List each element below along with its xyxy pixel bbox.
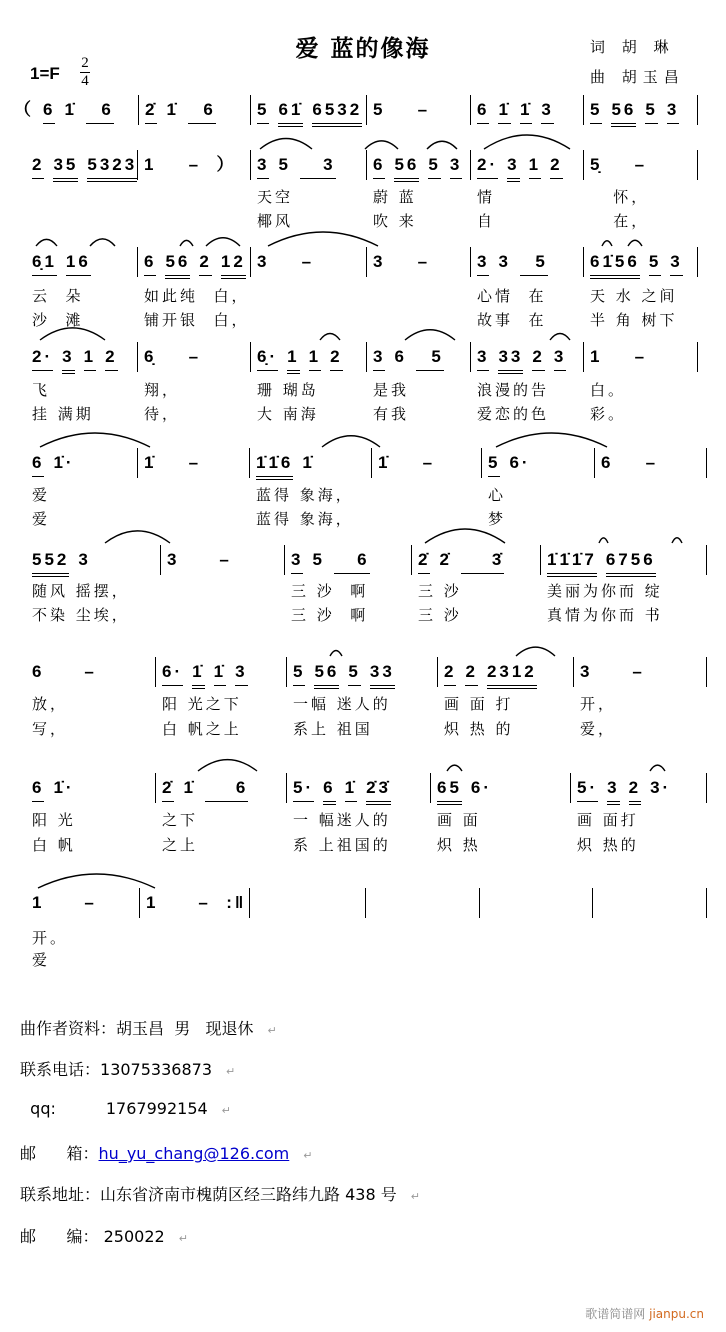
- paragraph-mark: ↵: [221, 1104, 231, 1117]
- note-group: 6̣1: [32, 251, 57, 276]
- lyric-text: 梦: [488, 510, 507, 528]
- note-group: 2̇: [418, 549, 430, 574]
- slur: [198, 760, 257, 771]
- open-paren: （: [14, 100, 34, 119]
- composer-credit: 曲 胡玉昌: [590, 68, 685, 86]
- note-group: 5: [520, 251, 548, 276]
- note-group: 56: [611, 99, 636, 127]
- note-group: 2: [465, 661, 477, 686]
- lyric-text: 挂 满期: [32, 405, 94, 423]
- note-group: 5: [348, 661, 360, 686]
- lyric-text: 三 沙 啊: [291, 582, 369, 600]
- note-group: –: [399, 453, 436, 472]
- note-group: 1: [146, 893, 159, 912]
- lyric-text: 炽 热: [437, 836, 481, 854]
- note-group: 2·: [32, 346, 53, 371]
- lyric-text: 三 沙: [418, 582, 462, 600]
- lyric-text: 阳 光之下: [162, 695, 242, 713]
- note-group: –: [165, 453, 202, 472]
- time-top: 2: [81, 55, 89, 71]
- slur: [650, 765, 665, 771]
- note-group: 2: [199, 251, 211, 276]
- note-group: 5: [373, 100, 386, 119]
- info-phone-label: 联系电话：: [20, 1060, 101, 1079]
- slur: [365, 141, 398, 149]
- slur: [672, 538, 682, 543]
- key-signature: 1=F: [30, 64, 60, 83]
- note-group: 1̇·: [53, 778, 75, 797]
- note-group: 5: [278, 155, 291, 174]
- watermark-cn: 歌谱简谱网: [585, 1307, 646, 1321]
- lyric-text: 云 朵: [32, 287, 84, 305]
- paragraph-mark: ↵: [303, 1149, 313, 1162]
- slur: [40, 433, 150, 447]
- note-group: 5323: [87, 154, 137, 182]
- lyric-text: 开，: [580, 695, 617, 713]
- slur: [36, 239, 57, 246]
- lyric-text: 爱恋的色: [477, 405, 550, 423]
- lyric-text: 一幅 迷人的: [293, 695, 391, 713]
- slur: [628, 240, 642, 246]
- note-group: 3: [235, 661, 247, 686]
- lyric-text: 铺开银 白，: [144, 311, 250, 329]
- note-group: 1: [32, 893, 45, 912]
- lyric-text: 真情为你而 书: [547, 606, 663, 624]
- slur: [105, 531, 170, 543]
- slur: [602, 241, 612, 246]
- note-group: 2̇3̇: [366, 777, 391, 805]
- note-group: 2: [32, 154, 44, 179]
- note-group: 6: [188, 99, 216, 124]
- slur: [550, 334, 570, 341]
- lyric-text: 心: [488, 486, 507, 504]
- note-group: 3: [554, 346, 566, 371]
- note-group: 5: [293, 661, 305, 686]
- info-phone-value: 13075336873: [100, 1060, 212, 1079]
- note-group: 3: [507, 154, 519, 182]
- note-group: 6: [32, 777, 44, 802]
- slur: [206, 238, 240, 246]
- paragraph-mark: ↵: [267, 1024, 277, 1037]
- lyric-text: 写，: [32, 720, 69, 738]
- slur: [90, 239, 115, 246]
- lyric-text: 蓝得 象海，: [256, 486, 354, 504]
- note-group: 6·: [509, 453, 531, 472]
- info-address-label: 联系地址：: [20, 1185, 101, 1204]
- lyric-text: 画 面: [437, 811, 481, 829]
- note-group: –: [601, 662, 645, 681]
- lyric-text: 吹 来: [373, 212, 417, 230]
- slur: [484, 135, 570, 149]
- lyric-text: 自: [477, 212, 496, 230]
- note-group: 1: [590, 347, 603, 366]
- note-group: 3: [257, 154, 269, 179]
- info-address: [20, 1182, 420, 1205]
- note-group: 1̇·: [53, 453, 75, 472]
- note-group: 65: [437, 777, 462, 805]
- note-group: 3·: [650, 778, 672, 797]
- note-group: 2: [330, 346, 342, 371]
- lyric-text: 有我: [373, 405, 410, 423]
- slur: [38, 874, 155, 888]
- note-group: 5: [645, 99, 657, 124]
- note-group: 6: [477, 99, 489, 124]
- note-group: 6: [373, 154, 385, 179]
- note-group: 6: [394, 347, 407, 366]
- note-group: 56: [314, 661, 339, 689]
- time-bottom: 4: [81, 73, 89, 89]
- note-group: 3: [78, 550, 91, 569]
- lyric-text: 一 幅迷人的: [293, 811, 391, 829]
- paragraph-mark: ↵: [226, 1065, 236, 1078]
- slur: [180, 240, 193, 246]
- lyric-text: 心情 在: [477, 287, 547, 305]
- note-group: 6532: [312, 99, 362, 127]
- note-group: 1̇: [192, 661, 204, 689]
- lyric-text: 画 面 打: [444, 695, 514, 713]
- note-group: –: [278, 252, 315, 271]
- info-composer-value: 胡玉昌 男 现退休: [116, 1019, 254, 1038]
- info-postcode-label: 邮 编：: [20, 1227, 99, 1246]
- info-qq-label: qq:: [20, 1099, 56, 1118]
- lyric-text: 阳 光: [32, 811, 76, 829]
- note-group: 1̇1̇6: [256, 452, 293, 480]
- lyric-text: 蓝得 象海，: [256, 510, 354, 528]
- note-group: 3: [62, 346, 74, 374]
- email-link[interactable]: hu_yu_chang@126.com: [98, 1144, 290, 1163]
- lyric-text: 三 沙: [418, 606, 462, 624]
- note-group: 552: [32, 549, 69, 577]
- lyric-text: 白 帆: [32, 836, 76, 854]
- info-postcode: [20, 1224, 188, 1247]
- slur: [268, 232, 378, 246]
- note-group: 1̇: [183, 778, 196, 797]
- note-group: 12: [221, 251, 246, 279]
- lyric-text: 白。: [590, 381, 627, 399]
- lyric-text: 翔，: [144, 381, 181, 399]
- note-group: 2: [629, 777, 641, 805]
- note-group: –: [622, 453, 659, 472]
- note-group: – :‖: [167, 893, 247, 912]
- note-group: 6: [32, 452, 44, 477]
- lyric-text: 炽 热 的: [444, 720, 514, 738]
- note-group: 1̇: [498, 99, 510, 124]
- info-qq-value: 1767992154: [105, 1099, 208, 1118]
- note-group: 3: [477, 346, 489, 371]
- note-group: 3: [257, 252, 270, 271]
- note-group: 33: [498, 346, 523, 374]
- note-group: 1̇: [302, 453, 315, 472]
- note-group: –: [165, 347, 202, 366]
- note-group: 6: [205, 777, 248, 802]
- lyricist-credit: 词 胡 琳: [590, 38, 675, 56]
- info-email-label: 邮 箱：: [20, 1144, 99, 1163]
- note-group: 6: [323, 777, 335, 805]
- note-group: 1: [84, 346, 96, 371]
- note-group: 3: [667, 99, 679, 124]
- note-group: 5̣: [590, 155, 603, 174]
- note-group: 1̇: [64, 100, 77, 119]
- lyric-text: 白 帆之上: [162, 720, 242, 738]
- lyric-text: 浪漫的告: [477, 381, 550, 399]
- note-group: 1̇: [378, 453, 391, 472]
- lyric-text: 大 南海: [257, 405, 319, 423]
- note-group: 2̇: [145, 99, 157, 124]
- info-email: [20, 1141, 312, 1164]
- note-group: 2: [532, 346, 544, 371]
- note-group: –: [394, 100, 431, 119]
- note-group: 2̇: [439, 550, 452, 569]
- note-group: 6: [334, 549, 370, 574]
- note-group: 1̇: [345, 777, 357, 802]
- slur: [260, 139, 312, 150]
- note-group: 5: [312, 550, 325, 569]
- note-group: 35: [53, 154, 78, 182]
- lyric-text: 在，: [590, 212, 650, 230]
- note-group: 1: [287, 346, 299, 374]
- note-group: –: [394, 252, 431, 271]
- lyric-text: 随风 摇摆，: [32, 582, 130, 600]
- note-group: –: [611, 347, 648, 366]
- note-group: 3: [607, 777, 619, 805]
- slur: [516, 647, 555, 656]
- paragraph-mark: ↵: [410, 1190, 420, 1203]
- note-group: 6: [144, 251, 156, 276]
- note-group: 3: [498, 252, 511, 271]
- slur: [405, 330, 455, 340]
- lyric-text: 爱: [32, 486, 51, 504]
- note-group: 5: [488, 452, 500, 477]
- lyric-text: 系上 祖国: [293, 720, 373, 738]
- slur: [425, 529, 505, 543]
- note-group: 1: [144, 155, 157, 174]
- note-group: 5: [649, 251, 661, 276]
- note-group: 33: [370, 661, 395, 689]
- note-group: 2: [105, 346, 117, 371]
- lyric-text: 爱: [32, 510, 51, 528]
- lyric-text: 怀，: [590, 188, 650, 206]
- lyric-text: 爱: [32, 951, 51, 969]
- lyric-text: 三 沙 啊: [291, 606, 369, 624]
- note-group: 5·: [577, 777, 598, 802]
- note-group: 5·: [293, 777, 314, 802]
- note-group: –: [611, 155, 648, 174]
- note-group: 5: [416, 346, 444, 371]
- note-group: 3: [291, 549, 303, 574]
- note-group: 6·: [470, 778, 493, 797]
- note-group: –: [53, 662, 97, 681]
- watermark-en: jianpu.cn: [649, 1307, 704, 1321]
- note-group: 5: [590, 99, 602, 124]
- slur: [447, 765, 462, 771]
- lyric-text: 情: [477, 188, 496, 206]
- lyric-text: 炽 热的: [577, 836, 639, 854]
- info-composer: [20, 1016, 277, 1039]
- note-group: 3: [670, 251, 682, 276]
- info-composer-label: 曲作者资料：: [20, 1019, 117, 1038]
- note-group: –: [53, 893, 97, 912]
- lyric-text: 之上: [162, 836, 199, 854]
- slur: [330, 651, 342, 657]
- note-group: 3: [373, 346, 385, 371]
- note-group: 2: [550, 154, 562, 179]
- note-group: 3: [580, 662, 593, 681]
- note-group: 1̇: [166, 100, 179, 119]
- slur: [322, 436, 380, 447]
- note-group: 6: [32, 662, 45, 681]
- slur: [320, 334, 340, 341]
- note-group: 1: [529, 154, 541, 179]
- lyric-text: 飞: [32, 381, 51, 399]
- info-qq: [20, 1099, 231, 1118]
- info-address-value: 山东省济南市槐荫区经三路纬九路 438 号: [100, 1185, 397, 1204]
- note-group: 1̇: [214, 661, 226, 686]
- note-group: 5: [428, 154, 440, 179]
- lyric-text: 画 面打: [577, 811, 639, 829]
- slur: [599, 538, 608, 543]
- page-title: 爱 蓝的像海: [295, 36, 431, 62]
- lyric-text: 系 上祖国的: [293, 836, 391, 854]
- note-group: 1̇: [144, 453, 157, 472]
- note-group: 56: [165, 251, 190, 279]
- lyric-text: 故事 在: [477, 311, 547, 329]
- lyric-text: 待，: [144, 405, 181, 423]
- lyric-text: 是我: [373, 381, 410, 399]
- note-group: 3: [167, 550, 180, 569]
- info-phone: [20, 1057, 235, 1080]
- lyric-text: 之下: [162, 811, 199, 829]
- note-group: 3: [373, 252, 386, 271]
- note-group: 2·: [477, 154, 498, 179]
- lyric-text: 天空: [257, 188, 294, 206]
- note-group: 3: [450, 154, 462, 179]
- note-group: 56: [394, 154, 419, 182]
- note-group: 6·: [162, 661, 183, 686]
- note-group: 61̇: [278, 99, 303, 127]
- note-group: 6756: [606, 549, 656, 577]
- slur: [427, 141, 457, 149]
- note-group: 3: [541, 99, 553, 124]
- lyric-text: 彩。: [590, 405, 627, 423]
- note-group: 1: [309, 346, 321, 371]
- note-group: 16: [66, 251, 91, 276]
- lyric-text: 沙 滩: [32, 311, 84, 329]
- lyric-text: 珊 瑚岛: [257, 381, 319, 399]
- lyric-text: 如此纯 白，: [144, 287, 250, 305]
- note-group: 1̇: [520, 99, 532, 124]
- lyric-text: 椰风: [257, 212, 294, 230]
- note-group: 2312: [487, 661, 537, 689]
- info-postcode-value: 250022: [98, 1227, 165, 1246]
- slur: [40, 328, 105, 340]
- note-group: 2: [444, 661, 456, 686]
- lyric-text: 蔚 蓝: [373, 188, 417, 206]
- lyric-text: 美丽为你而 绽: [547, 582, 663, 600]
- note-group: 1̇1̇1̇7: [547, 549, 597, 577]
- note-group: 61̇56: [590, 251, 640, 279]
- lyric-text: 开。: [32, 929, 69, 947]
- paragraph-mark: ↵: [178, 1232, 188, 1245]
- watermark: [585, 1305, 704, 1322]
- note-group: 5: [257, 99, 269, 124]
- note-group: 6: [43, 99, 55, 124]
- note-group: –: [188, 550, 232, 569]
- note-group: 2̇: [162, 777, 174, 802]
- note-group: – ）: [165, 155, 237, 174]
- note-group: 6̣·: [257, 346, 278, 371]
- lyric-text: 天 水 之间: [590, 287, 678, 305]
- lyric-text: 放，: [32, 695, 69, 713]
- lyric-text: 半 角 树下: [590, 311, 678, 329]
- lyric-text: 爱，: [580, 720, 617, 738]
- note-group: 6̣: [144, 347, 157, 366]
- note-group: 6: [86, 99, 114, 124]
- note-group: 3: [477, 251, 489, 276]
- note-group: 3̇: [461, 549, 504, 574]
- slur: [496, 433, 607, 447]
- note-group: 6: [601, 453, 614, 472]
- note-group: 3: [300, 154, 336, 179]
- lyric-text: 不染 尘埃，: [32, 606, 130, 624]
